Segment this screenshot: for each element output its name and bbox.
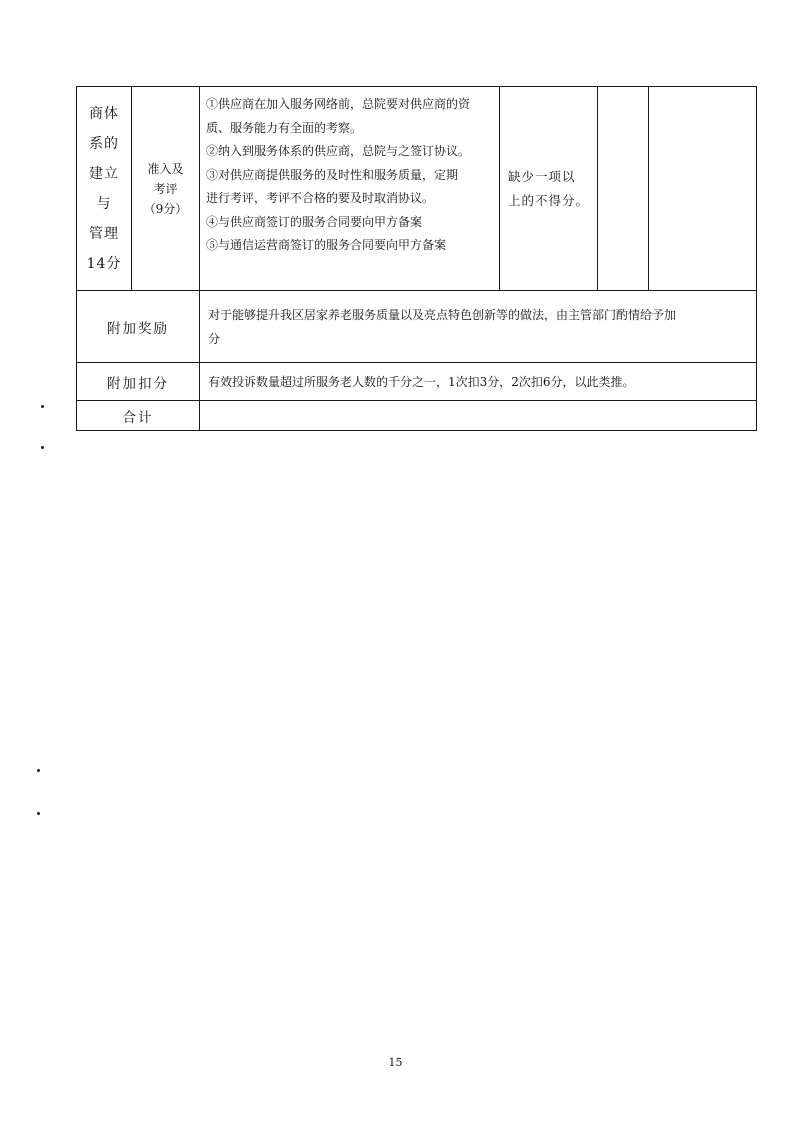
content-line: ③对供应商提供服务的及时性和服务质量，定期 [206, 167, 459, 182]
content-line: 质、服务能力有全面的考察。 [206, 120, 363, 135]
category-line: 商体 [89, 105, 119, 122]
scan-speck [37, 769, 40, 772]
subcategory-cell [132, 87, 200, 291]
remarks-cell [649, 87, 757, 291]
bonus-label: 附加奖励 [77, 291, 200, 363]
bonus-text-cell [200, 291, 757, 363]
table-row-supplier-system [77, 87, 757, 291]
table-row-total [77, 401, 757, 431]
scoring-rule-line: 缺少一项以 [508, 168, 576, 184]
category-cell [77, 87, 132, 291]
scoring-rule-line: 上的不得分。 [508, 192, 590, 208]
category-line: 管理 [89, 225, 119, 242]
subcategory-line: 考评 [153, 181, 178, 196]
total-label: 合计 [77, 401, 200, 431]
deduction-label: 附加扣分 [77, 363, 200, 401]
table-row-deduction [77, 363, 757, 401]
bonus-text-line: 对于能够提升我区居家养老服务质量以及亮点特色创新等的做法，由主管部门酌情给予加 [208, 307, 677, 322]
content-line: ⑤与通信运营商签订的服务合同要向甲方备案 [206, 238, 447, 252]
content-line: ④与供应商签订的服务合同要向甲方备案 [206, 214, 423, 229]
total-value [200, 401, 757, 431]
page-number: 15 [388, 1056, 403, 1069]
subcategory-line: （9分） [143, 201, 188, 216]
category-line: 与 [96, 195, 112, 212]
deduction-text: 有效投诉数量超过所服务老人数的千分之一，1次扣3分，2次扣6分，以此类推。 [200, 363, 757, 401]
category-line: 建立 [89, 165, 119, 182]
scan-speck [41, 405, 44, 408]
scoring-rule-cell [500, 87, 598, 291]
scan-speck [41, 446, 44, 449]
category-line: 14分 [86, 255, 122, 272]
content-cell [200, 87, 500, 291]
table-row-bonus [77, 291, 757, 363]
content-line: 进行考评，考评不合格的要及时取消协议。 [206, 191, 435, 205]
content-line: ①供应商在加入服务网络前，总院要对供应商的资 [206, 97, 471, 111]
score-cell [598, 87, 649, 291]
subcategory-line: 准入及 [147, 161, 184, 176]
content-line: ②纳入到服务体系的供应商，总院与之签订协议。 [206, 144, 471, 158]
evaluation-table [76, 86, 757, 431]
scan-speck [37, 812, 40, 815]
category-line: 系的 [89, 135, 119, 152]
bonus-text-line: 分 [208, 331, 221, 346]
